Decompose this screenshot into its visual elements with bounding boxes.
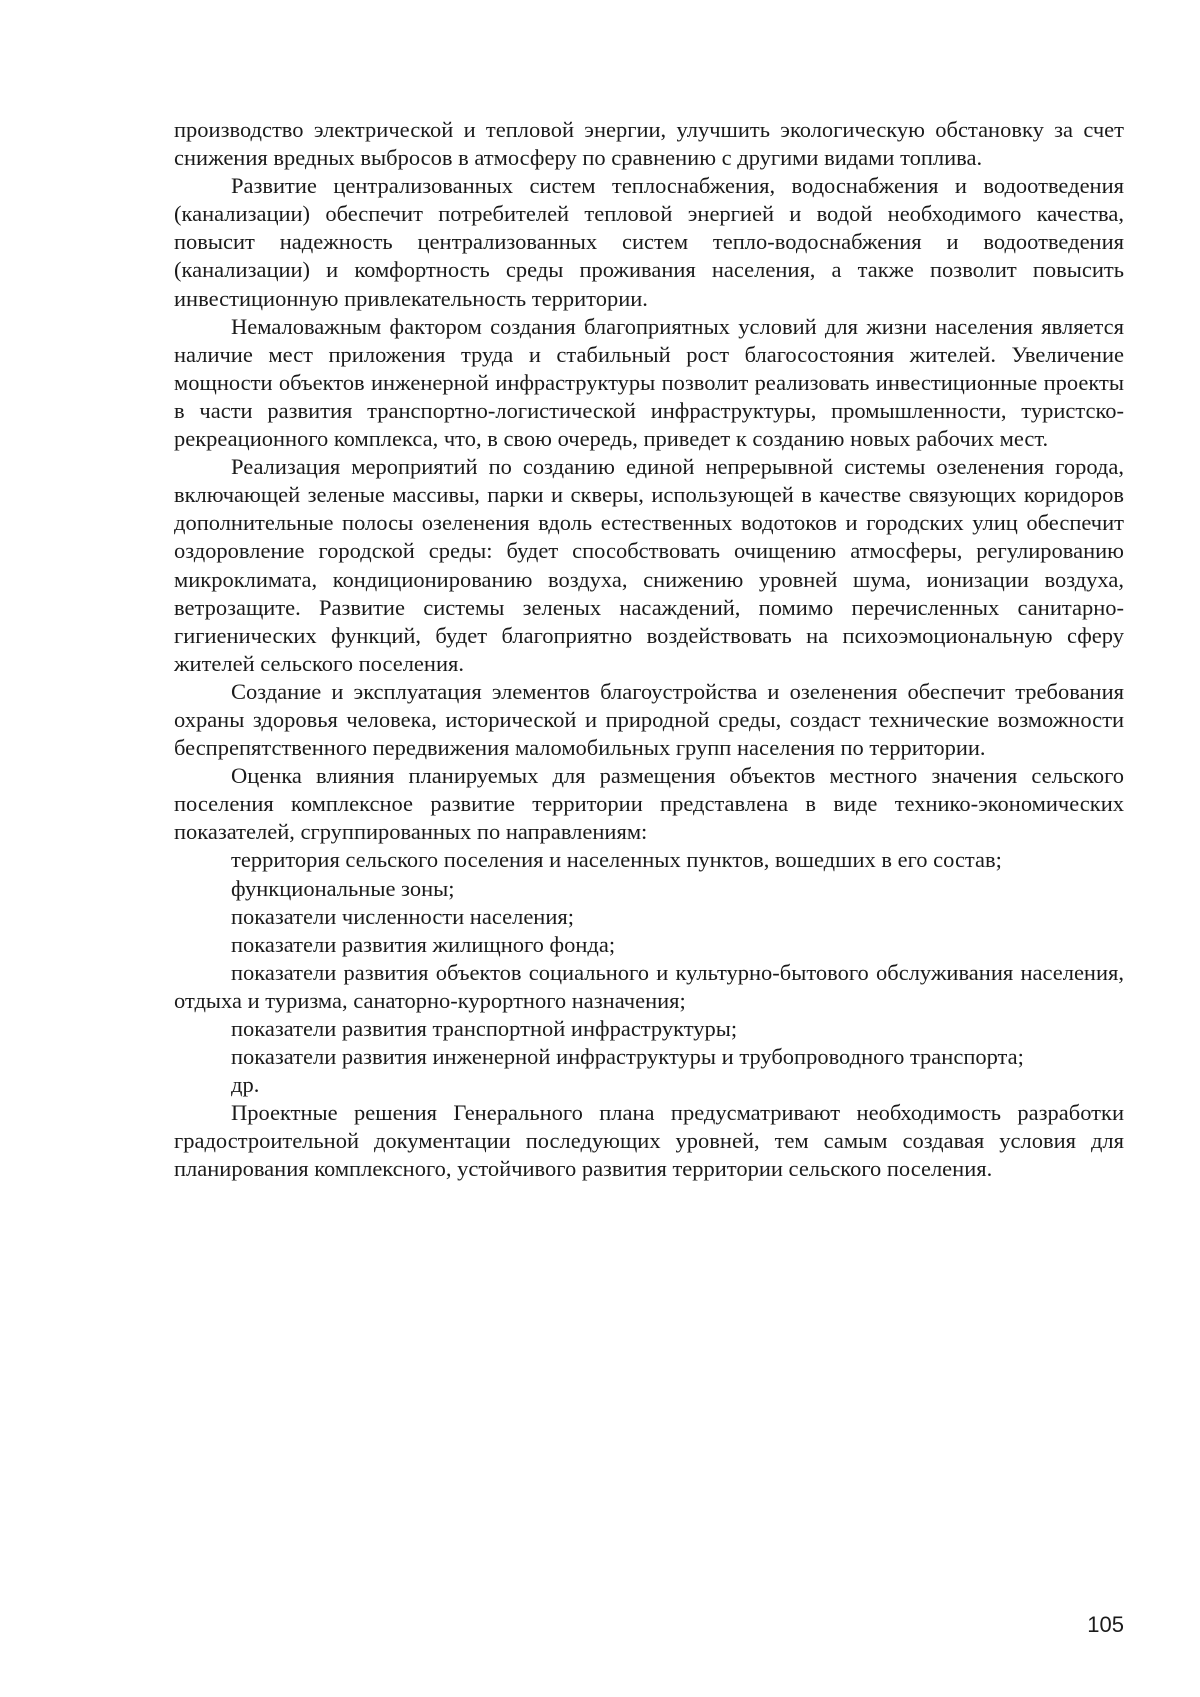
list-item-zones: функциональные зоны; <box>231 875 455 901</box>
list-item-engineering: показатели развития инженерной инфраструктуры и трубопроводного транспорта; <box>231 1044 1024 1070</box>
list-item-population: показатели численности населения; <box>231 903 574 929</box>
list-item-social: показатели развития объектов социального и культурно-бытового обслуживания населения, отдыха и туризма, санаторно-курортного назначения; <box>174 959 1124 1013</box>
paragraph-energy-continuation: производство электрической и тепловой энергии, улучшить экологическую обстановку за счет снижения вредных выбросов в атмосферу по сравнению с другими видами топлива. <box>174 117 1124 171</box>
paragraph-landscaping: Создание и эксплуатация элементов благоустройства и озеленения обеспечит требования охраны здоровья человека, исторической и природной среды, создаст технические возможности беспрепятственного передвижения маломобильных групп населения по территории. <box>174 678 1124 761</box>
document-body <box>174 116 1124 1184</box>
paragraph-project-decisions: Проектные решения Генерального плана предусматривают необходимость разработки градостроительной документации последующих уровней, тем самым создавая условия для планирования комплексного, устойчивого развития территории сельского поселения. <box>174 1100 1124 1182</box>
paragraph-assessment: Оценка влияния планируемых для размещения объектов местного значения сельского поселения комплексное развитие территории представлена в виде технико-экономических показателей, сгруппированных по направлениям: <box>174 763 1124 845</box>
list-item-other: др. <box>231 1072 260 1098</box>
paragraph-greenery-system: Реализация мероприятий по созданию единой непрерывной системы озеленения города, включающей зеленые массивы, парки и скверы, использующей в качестве связующих коридоров дополнительные полосы озеленения вдоль естественных водотоков и городских улиц обеспечит оздоровление городской среды: будет способствовать очищению атмосферы, регулированию микроклимата, кондиционированию воздуха, снижению уровней шума, ионизации воздуха, ветрозащите. Развитие системы зеленых насаждений, помимо перечисленных санитарно-гигиенических функций, будет благоприятно воздействовать на психоэмоциональную сферу жителей сельского поселения. <box>174 454 1124 676</box>
list-item-transport: показатели развития транспортной инфраструктуры; <box>231 1016 738 1041</box>
paragraph-utilities: Развитие централизованных систем теплоснабжения, водоснабжения и водоотведения (канализации) обеспечит потребителей тепловой энергией и водой необходимого качества, повысит надежность централизованных систем тепло-водоснабжения и водоотведения (канализации) и комфортность среды проживания населения, а также позволит повысить инвестиционную привлекательность территории. <box>174 173 1124 311</box>
paragraph-employment: Немаловажным фактором создания благоприятных условий для жизни населения является наличие мест приложения труда и стабильный рост благосостояния жителей. Увеличение мощности объектов инженерной инфраструктуры позволит реализовать инвестиционные проекты в части развития транспортно-логистической инфраструктуры, промышленности, туристско-рекреационного комплекса, что, в свою очередь, приведет к созданию новых рабочих мест. <box>174 313 1124 452</box>
page-number: 105 <box>1087 1612 1124 1637</box>
list-item-territory: территория сельского поселения и населенных пунктов, вошедших в его состав; <box>231 847 1002 873</box>
list-item-housing: показатели развития жилищного фонда; <box>231 931 616 957</box>
